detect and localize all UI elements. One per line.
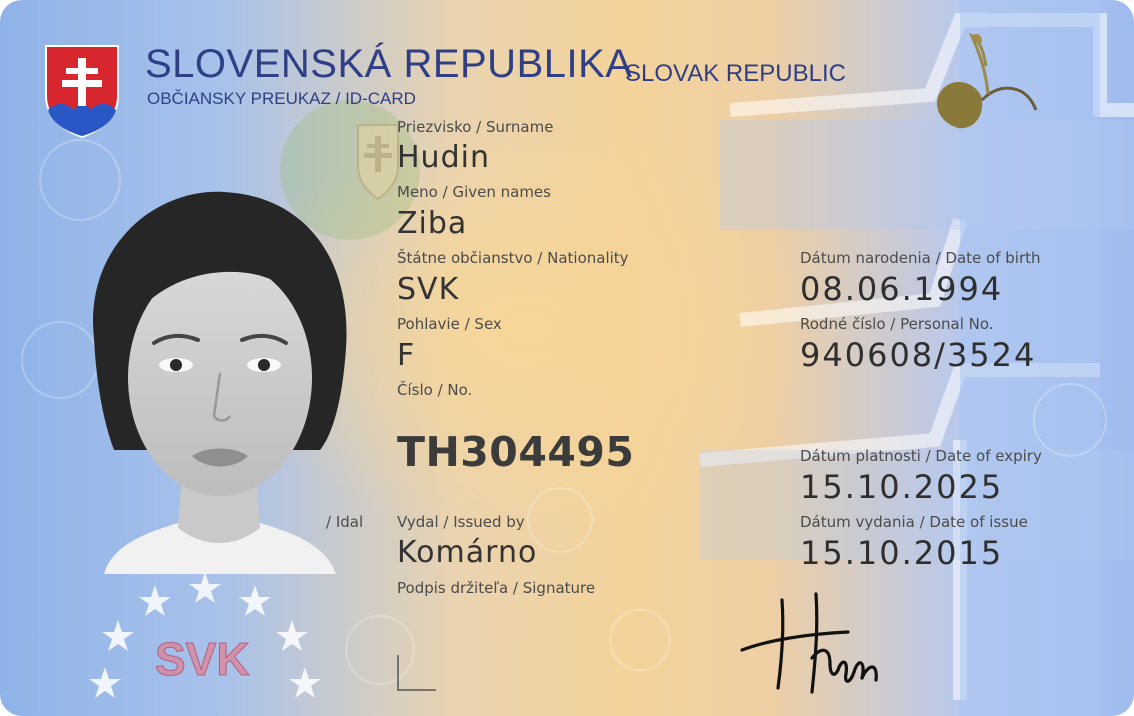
linden-leaf-icon (928, 30, 1040, 135)
date-of-expiry-label: Dátum platnosti / Date of expiry (800, 447, 1042, 465)
sex-value: F (397, 338, 416, 373)
given-names-value: Ziba (397, 206, 468, 241)
surname-value: Hudin (397, 140, 490, 175)
hologram-emblem-icon (355, 122, 401, 202)
country-code-print: SVK (155, 633, 250, 685)
portrait-photo (84, 188, 354, 574)
given-names-label: Meno / Given names (397, 183, 551, 201)
date-of-issue-label: Dátum vydania / Date of issue (800, 513, 1028, 531)
coat-of-arms-icon (44, 44, 120, 138)
document-number-label: Číslo / No. (397, 381, 473, 399)
country-title-english: SLOVAK REPUBLIC (625, 60, 846, 87)
surname-label: Priezvisko / Surname (397, 118, 554, 136)
holder-signature (738, 588, 888, 698)
issued-by-label: Vydal / Issued by (397, 513, 525, 531)
document-number-value: TH304495 (397, 428, 635, 476)
date-of-expiry-value: 15.10.2025 (800, 468, 1004, 506)
issued-by-value: Komárno (397, 535, 538, 570)
sex-label: Pohlavie / Sex (397, 315, 502, 333)
photo-side-label: / Idal (326, 513, 364, 531)
date-of-birth-label: Dátum narodenia / Date of birth (800, 249, 1041, 267)
personal-number-label: Rodné číslo / Personal No. (800, 315, 994, 333)
nationality-value: SVK (397, 272, 460, 307)
date-of-birth-value: 08.06.1994 (800, 270, 1004, 308)
signature-label: Podpis držiteľa / Signature (397, 579, 596, 597)
personal-number-value: 940608/3524 (800, 336, 1037, 374)
document-type: OBČIANSKY PREUKAZ / ID-CARD (147, 89, 416, 108)
country-title: SLOVENSKÁ REPUBLIKA (145, 42, 633, 86)
nationality-label: Štátne občianstvo / Nationality (397, 249, 629, 267)
date-of-issue-value: 15.10.2015 (800, 534, 1004, 572)
